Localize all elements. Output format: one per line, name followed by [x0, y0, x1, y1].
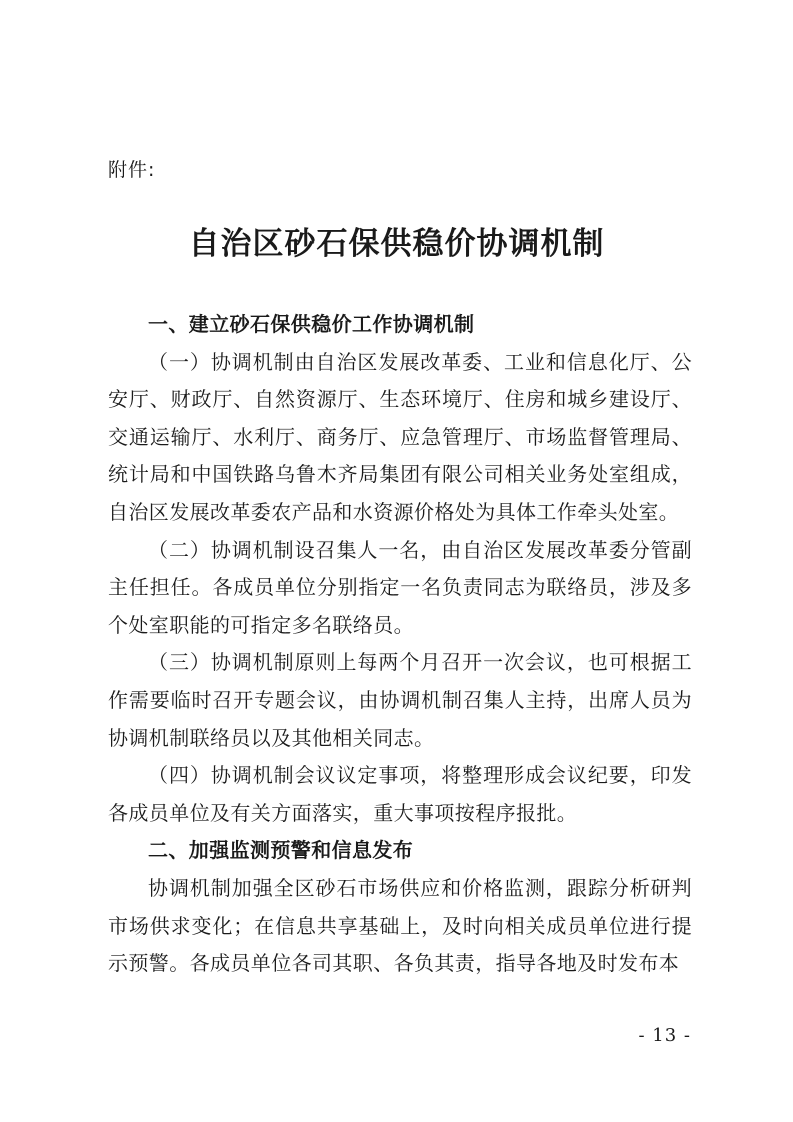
body-paragraph: 协调机制加强全区砂石市场供应和价格监测，跟踪分析研判市场供求变化；在信息共享基础上，及时向相关成员单位进行提示预警。各成员单位各司其职、各负其责，指导各地及时发布本: [108, 875, 692, 976]
document-title: 自治区砂石保供稳价协调机制: [188, 226, 605, 262]
body-paragraph: （三）协调机制原则上每两个月召开一次会议，也可根据工作需要临时召开专题会议，由协调机制召集人主持，出席人员为协调机制联络员以及其他相关同志。: [108, 650, 692, 750]
document-body: [108, 306, 692, 983]
body-paragraph: （二）协调机制设召集人一名，由自治区发展改革委分管副主任担任。各成员单位分别指定一名负责同志为联络员，涉及多个处室职能的可指定多名联络员。: [108, 537, 692, 637]
section-heading: 二、加强监测预警和信息发布: [148, 838, 414, 863]
section-heading: 一、建立砂石保供稳价工作协调机制: [148, 312, 475, 336]
page-number: - 13 -: [638, 1025, 691, 1046]
attachment-label: 附件:: [108, 159, 156, 181]
body-paragraph: （一）协调机制由自治区发展改革委、工业和信息化厅、公安厅、财政厅、自然资源厅、生态环境厅、住房和城乡建设厅、交通运输厅、水利厅、商务厅、应急管理厅、市场监督管理局、统计局和中国铁路乌鲁木齐局集团有限公司相关业务处室组成，自治区发展改革委农产品和水资源价格处为具体工作牵头处室。: [108, 349, 692, 524]
body-paragraph: （四）协调机制会议议定事项，将整理形成会议纪要，印发各成员单位及有关方面落实，重大事项按程序报批。: [108, 763, 692, 825]
